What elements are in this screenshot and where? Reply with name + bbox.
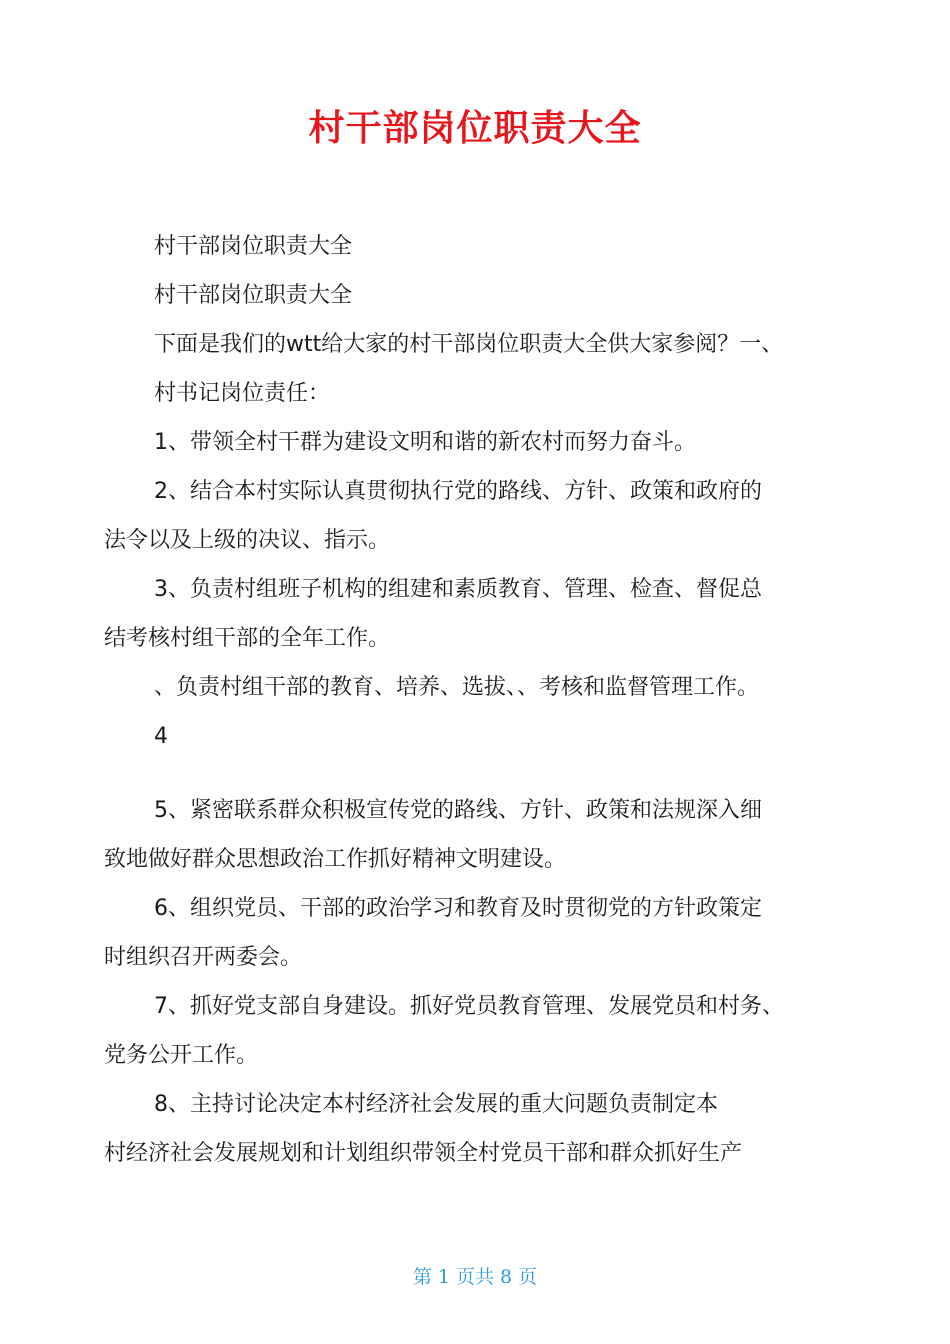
paragraph-line: 下面是我们的wtt给大家的村干部岗位职责大全供大家参阅？一、 [154,332,784,357]
document-title: 村干部岗位职责大全 [308,108,642,149]
paragraph-line: 6、组织党员、干部的政治学习和教育及时贯彻党的方针政策定 [154,896,762,921]
paragraph-line: 法令以及上级的决议、指示。 [104,528,391,553]
paragraph-line: 4 [154,724,168,749]
paragraph-line: 致地做好群众思想政治工作抓好精神文明建设。 [104,847,567,872]
paragraph-line: 时组织召开两委会。 [104,945,303,970]
paragraph-line: 结考核村组干部的全年工作。 [104,626,391,651]
paragraph-line: 1、带领全村干群为建设文明和谐的新农村而努力奋斗。 [154,430,696,455]
paragraph-line: 村干部岗位职责大全 [154,283,353,308]
paragraph-line: 3、负责村组班子机构的组建和素质教育、管理、检查、督促总 [154,577,762,602]
paragraph-line: 5、紧密联系群众积极宣传党的路线、方针、政策和法规深入细 [154,798,762,823]
paragraph-line: 村经济社会发展规划和计划组织带领全村党员干部和群众抓好生产 [104,1141,743,1166]
paragraph-line: 2、结合本村实际认真贯彻执行党的路线、方针、政策和政府的 [154,479,762,504]
document-body [104,222,844,1178]
paragraph-line: 村干部岗位职责大全 [154,234,353,259]
paragraph-line: 7、抓好党支部自身建设。抓好党员教育管理、发展党员和村务、 [154,994,784,1019]
paragraph-line: 党务公开工作。 [104,1043,259,1068]
paragraph-line: 8、主持讨论决定本村经济社会发展的重大问题负责制定本 [154,1092,718,1117]
paragraph-line: 村书记岗位责任： [154,381,331,406]
paragraph-line: 、负责村组干部的教育、培养、选拔、、考核和监督管理工作。 [154,675,760,700]
page-number-footer: 第 1 页共 8 页 [412,1266,538,1288]
